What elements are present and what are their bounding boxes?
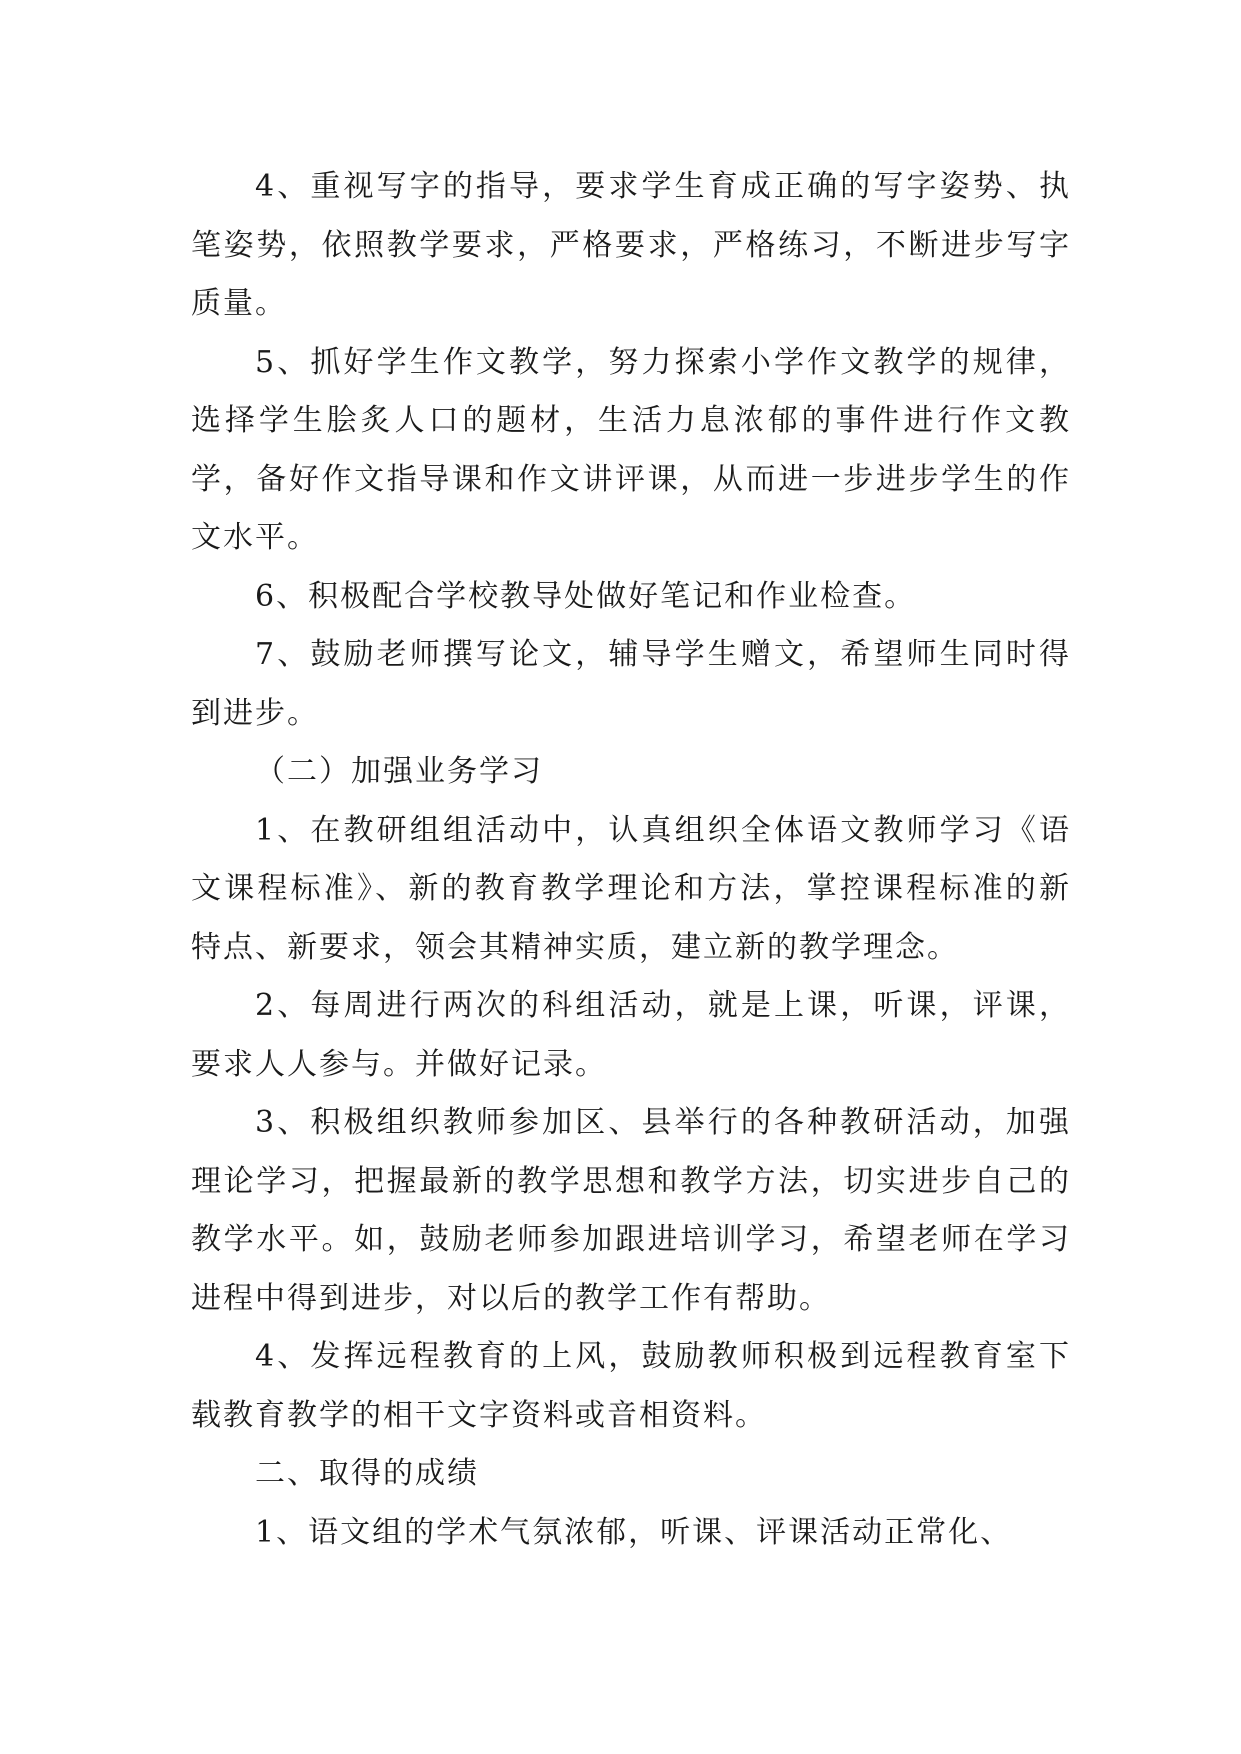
- paragraph-item-2-weekly-activity: 2、每周进行两次的科组活动，就是上课，听课，评课，要求人人参与。并做好记录。: [191, 988, 1071, 1082]
- paragraph-item-1-academic-atmosphere: 1、语文组的学术气氛浓郁，听课、评课活动正常化、: [255, 1514, 1013, 1550]
- document-body: [191, 158, 1071, 1562]
- section-heading-business-study: （二）加强业务学习: [255, 754, 543, 789]
- paragraph-item-3-research-activity: 3、积极组织教师参加区、县举行的各种教研活动，加强理论学习，把握最新的教学思想和教学方法，切实进步自己的教学水平。如，鼓励老师参加跟进培训学习，希望老师在学习进程中得到进步，对以后的教学工作有帮助。: [191, 1105, 1071, 1316]
- section-heading-achievements: 二、取得的成绩: [255, 1456, 479, 1491]
- paragraph-item-7-papers: 7、鼓励老师撰写论文，辅导学生赠文，希望师生同时得到进步。: [191, 637, 1071, 731]
- paragraph-item-1-curriculum: 1、在教研组组活动中，认真组织全体语文教师学习《语文课程标准》、新的教育教学理论和方法，掌控课程标准的新特点、新要求，领会其精神实质，建立新的教学理念。: [191, 812, 1071, 965]
- paragraph-item-4-writing: 4、重视写字的指导，要求学生育成正确的写字姿势、执笔姿势，依照教学要求，严格要求，严格练习，不断进步写字质量。: [191, 169, 1071, 321]
- paragraph-item-4-remote-education: 4、发挥远程教育的上风，鼓励教师积极到远程教育室下载教育教学的相干文字资料或音相资料。: [191, 1339, 1071, 1433]
- paragraph-item-6-homework-check: 6、积极配合学校教导处做好笔记和作业检查。: [255, 578, 917, 614]
- paragraph-item-5-composition: 5、抓好学生作文教学，努力探索小学作文教学的规律，选择学生脍炙人口的题材，生活力息浓郁的事件进行作文教学，备好作文指导课和作文讲评课，从而进一步进步学生的作文水平。: [191, 344, 1071, 555]
